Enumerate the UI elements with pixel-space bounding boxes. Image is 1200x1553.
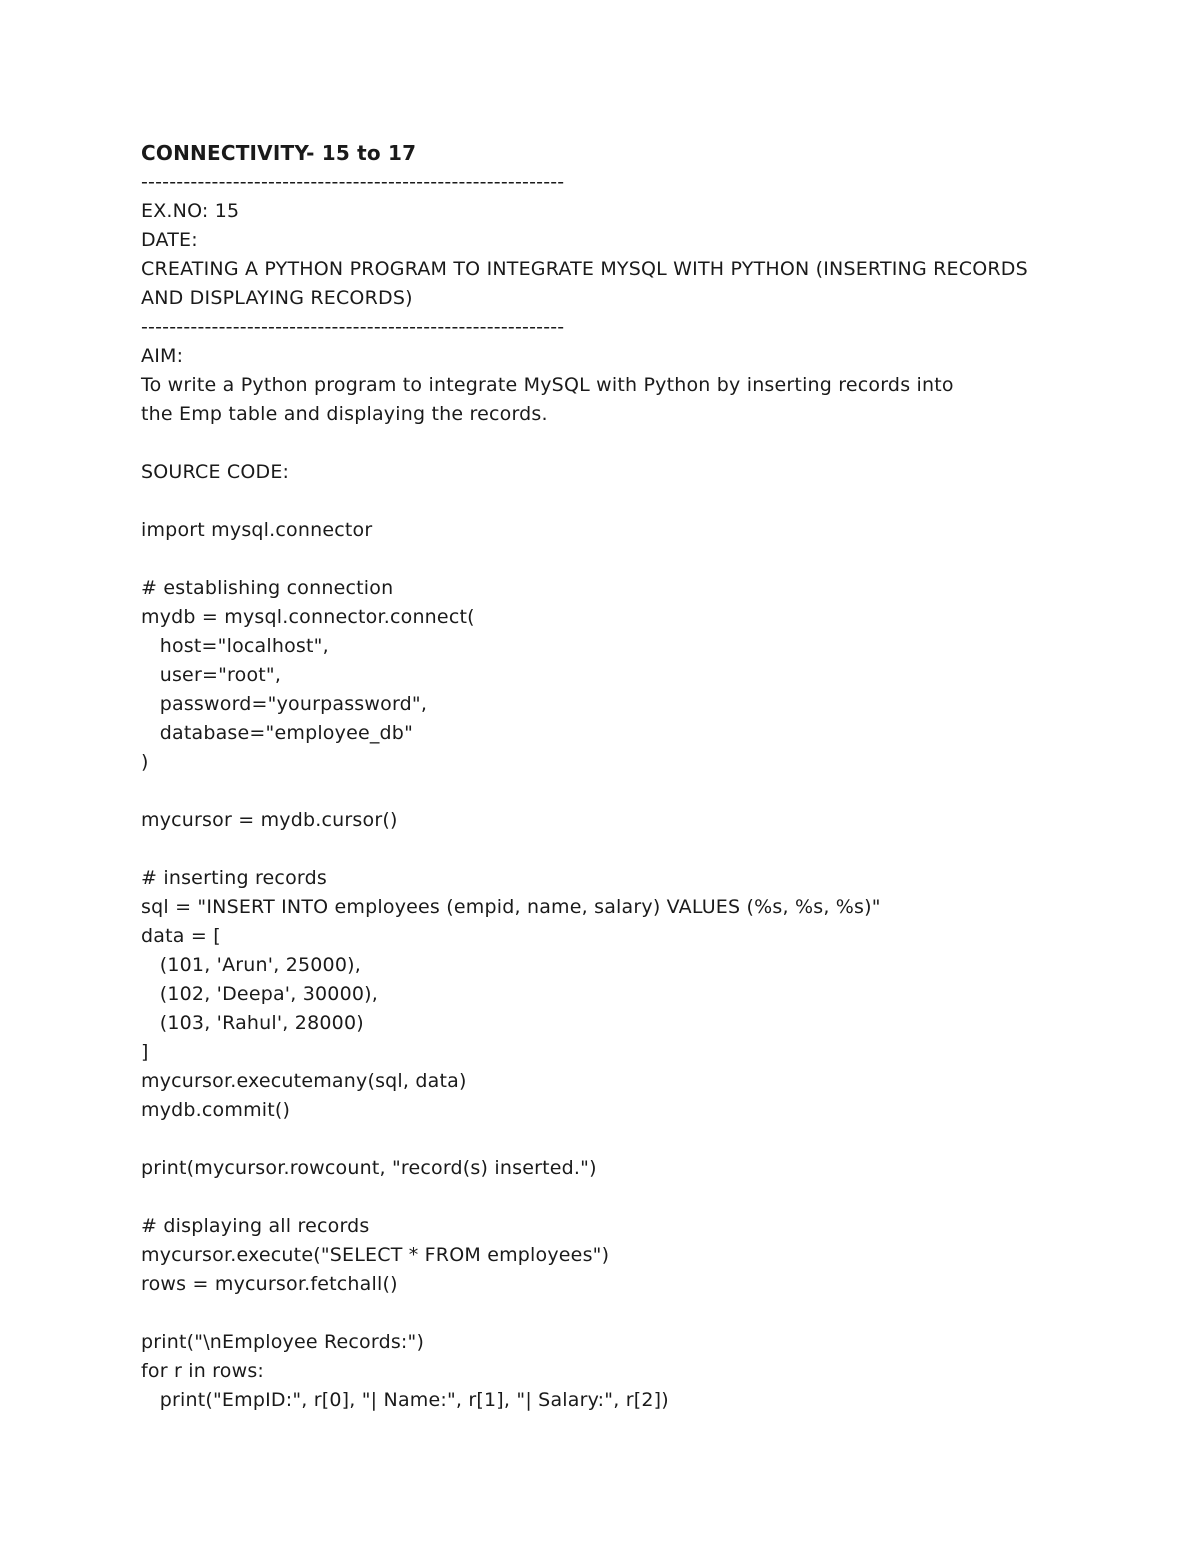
code-line: database="employee_db": [141, 722, 414, 744]
code-line: rows = mycursor.fetchall(): [141, 1273, 398, 1295]
blank-line: [141, 835, 1071, 864]
code-line: print(mycursor.rowcount, "record(s) inserted."): [141, 1157, 597, 1179]
blank-line: [141, 429, 1071, 458]
aim-text-line: the Emp table and displaying the records.: [141, 403, 548, 425]
blank-line: [141, 545, 1071, 574]
source-code-block: [141, 516, 1071, 1415]
code-line: print("\nEmployee Records:"): [141, 1331, 425, 1353]
code-line: import mysql.connector: [141, 519, 373, 541]
source-code-heading: SOURCE CODE:: [141, 461, 290, 483]
aim-heading: AIM:: [141, 345, 184, 367]
code-line: # establishing connection: [141, 577, 394, 599]
blank-line: [141, 487, 1071, 516]
code-line: mycursor.execute("SELECT * FROM employees"): [141, 1244, 610, 1266]
blank-line: [141, 1183, 1071, 1212]
code-line: data = [: [141, 925, 221, 947]
code-line: mydb.commit(): [141, 1099, 291, 1121]
code-line: mydb = mysql.connector.connect(: [141, 606, 475, 628]
document-title: CONNECTIVITY- 15 to 17: [141, 141, 417, 165]
code-line: for r in rows:: [141, 1360, 265, 1382]
code-line: password="yourpassword",: [141, 693, 428, 715]
code-line: (101, 'Arun', 25000),: [141, 954, 361, 976]
code-line: (103, 'Rahul', 28000): [141, 1012, 364, 1034]
aim-text-line: To write a Python program to integrate MySQL with Python by inserting records into: [141, 374, 954, 396]
code-line: # displaying all records: [141, 1215, 370, 1237]
blank-line: [141, 1125, 1071, 1154]
document-content: [141, 139, 1071, 1415]
separator-line: ------------------------------------------------------------: [141, 316, 565, 338]
code-line: ): [141, 751, 149, 773]
code-line: mycursor.executemany(sql, data): [141, 1070, 467, 1092]
code-line: print("EmpID:", r[0], "| Name:", r[1], "| Salary:", r[2]): [141, 1389, 669, 1411]
code-line: ]: [141, 1041, 149, 1063]
code-line: (102, 'Deepa', 30000),: [141, 983, 379, 1005]
code-line: user="root",: [141, 664, 282, 686]
separator-line: ------------------------------------------------------------: [141, 171, 565, 193]
date-label: DATE:: [141, 229, 198, 251]
blank-line: [141, 777, 1071, 806]
code-line: mycursor = mydb.cursor(): [141, 809, 398, 831]
exercise-number: EX.NO: 15: [141, 200, 240, 222]
code-line: host="localhost",: [141, 635, 329, 657]
program-title: CREATING A PYTHON PROGRAM TO INTEGRATE MYSQL WITH PYTHON (INSERTING RECORDS AND DISPLAYING RECORDS): [141, 258, 1028, 309]
code-line: # inserting records: [141, 867, 327, 889]
blank-line: [141, 1299, 1071, 1328]
code-line: sql = "INSERT INTO employees (empid, name, salary) VALUES (%s, %s, %s)": [141, 896, 881, 918]
